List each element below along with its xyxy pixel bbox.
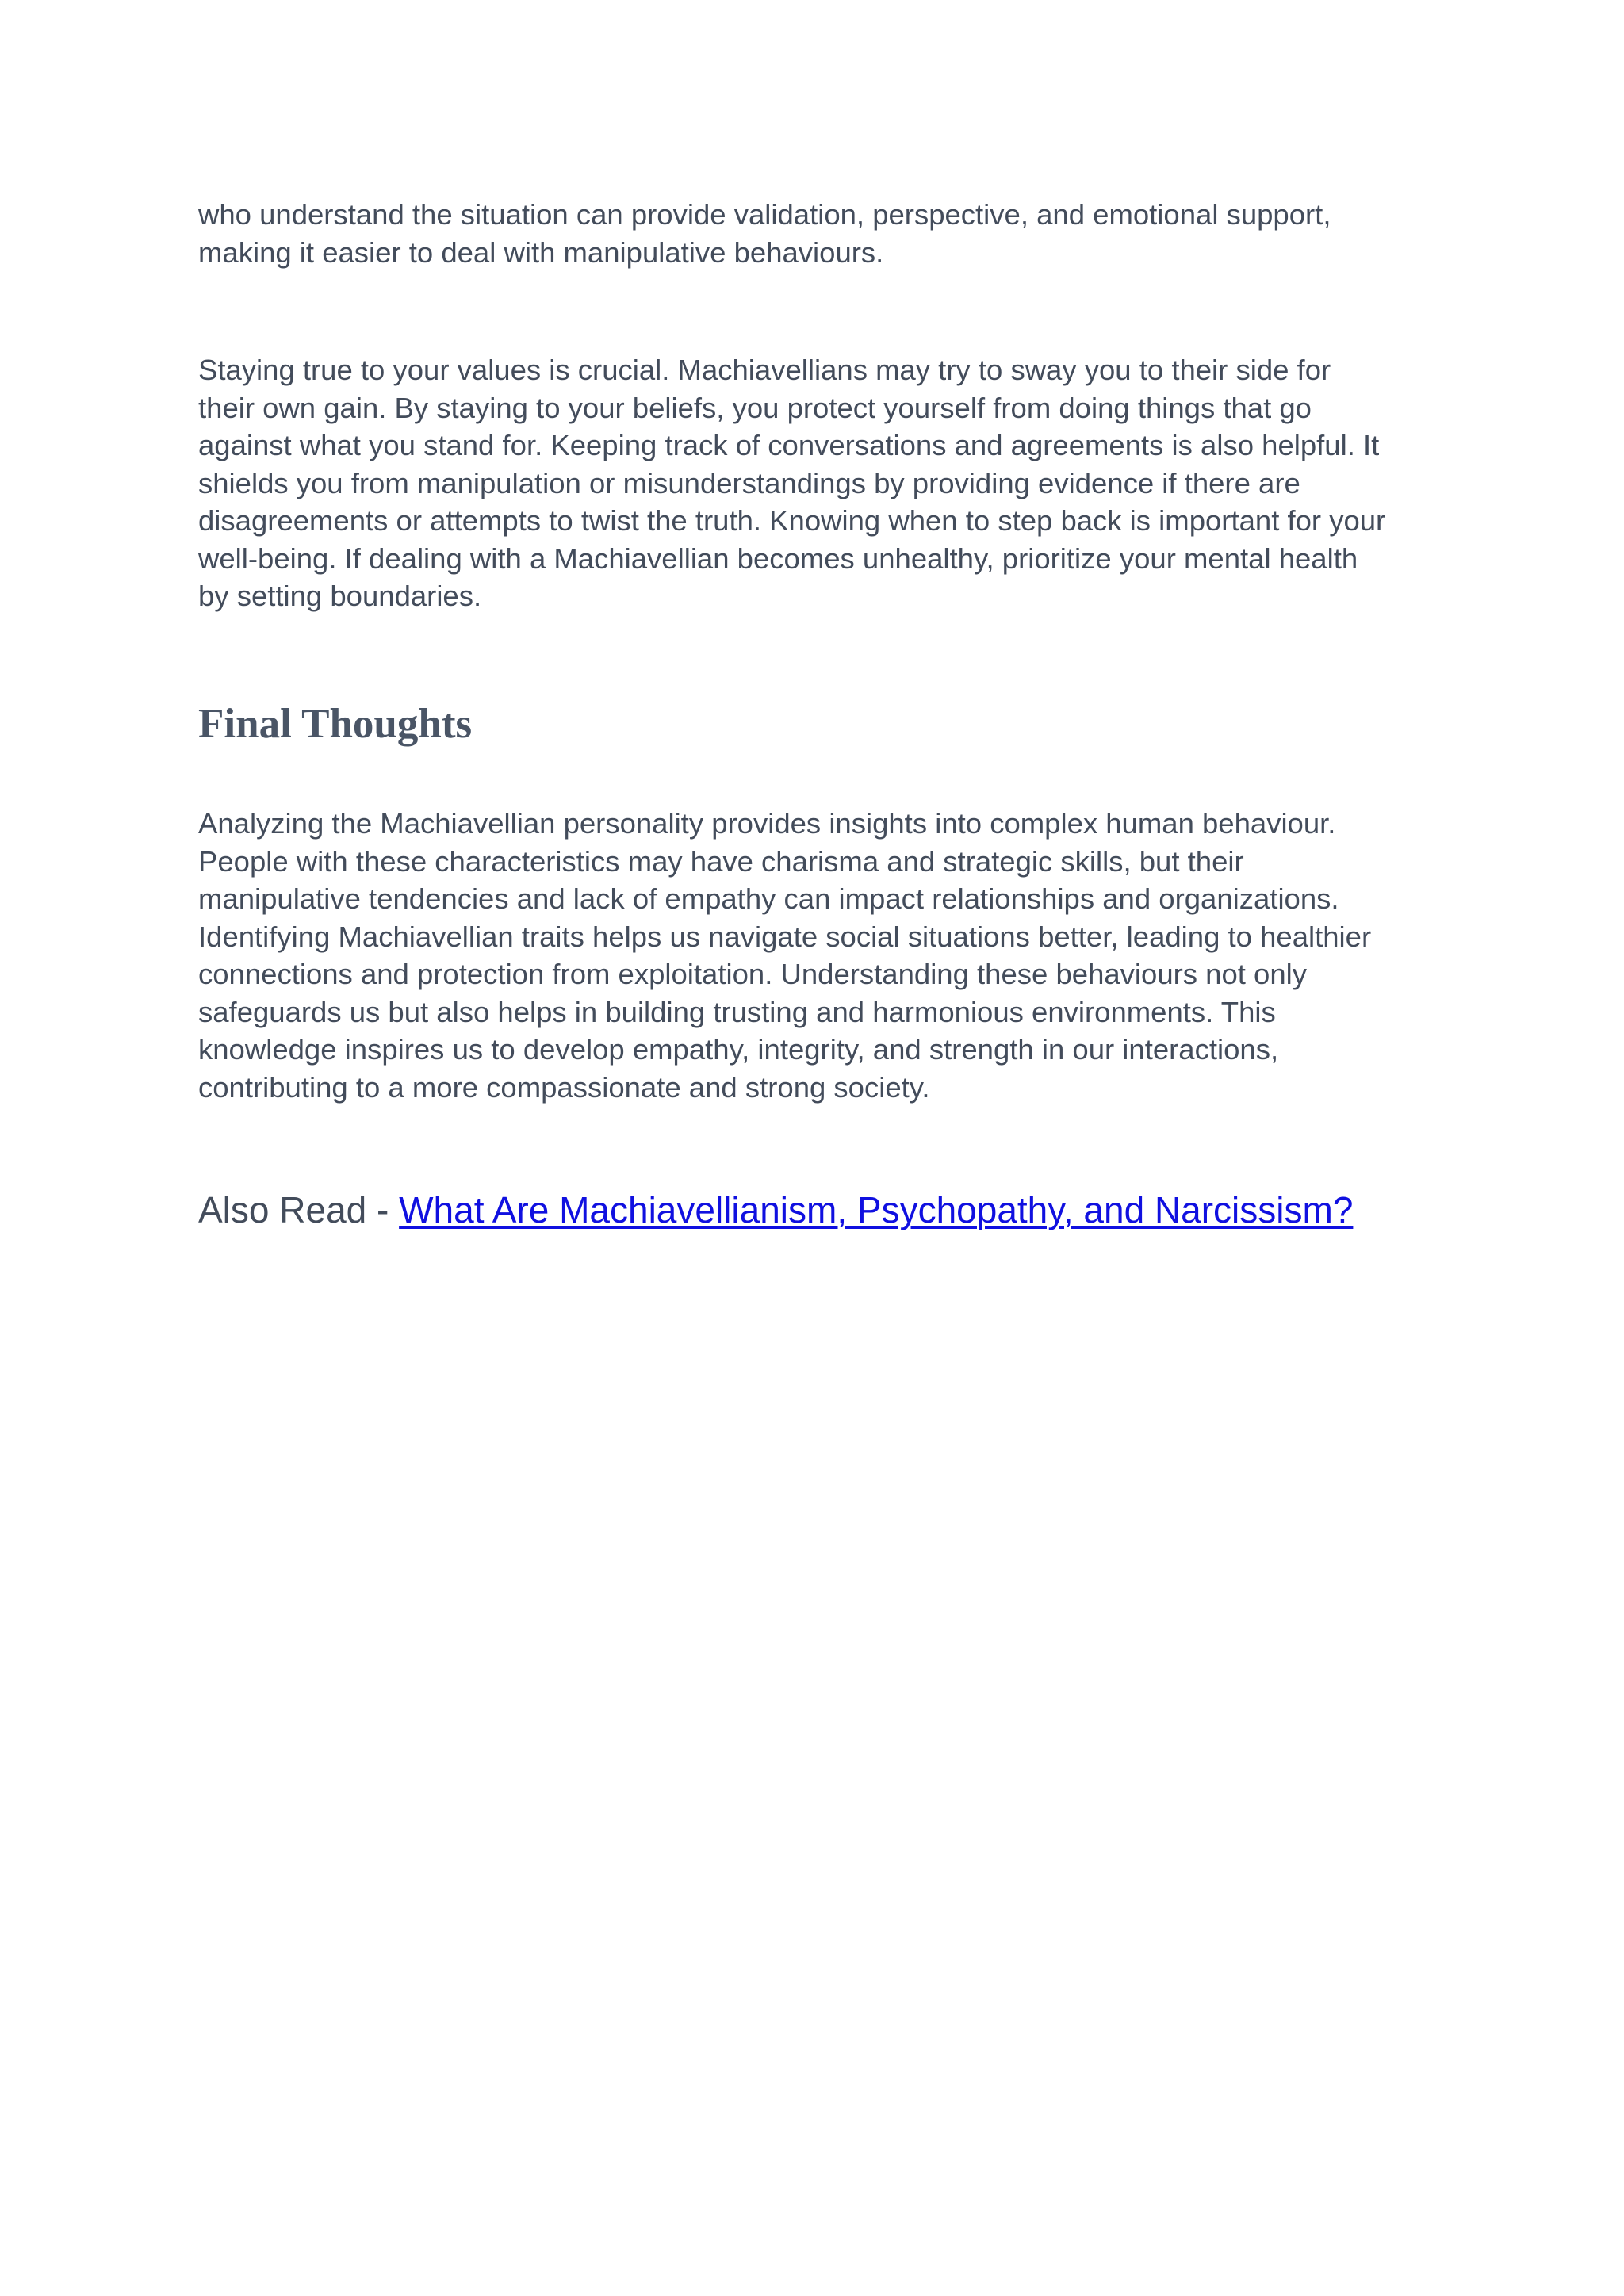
paragraph-line: Identifying Machiavellian traits helps us navigate social situations better, leading to healthier xyxy=(198,920,1372,953)
paragraph-line: safeguards us but also helps in building trusting and harmonious environments. This xyxy=(198,995,1276,1028)
paragraph-line: contributing to a more compassionate and strong society. xyxy=(198,1070,930,1104)
also-read-prefix: Also Read - xyxy=(198,1189,400,1230)
also-read-link[interactable]: What Are Machiavellianism, Psychopathy, and Narcissism? xyxy=(399,1189,1354,1230)
paragraph-line: People with these characteristics may have charisma and strategic skills, but their xyxy=(198,844,1244,878)
paragraph-line: connections and protection from exploitation. Understanding these behaviours not only xyxy=(198,958,1308,990)
paragraph-line: against what you stand for. Keeping track of conversations and agreements is also helpful. It xyxy=(198,429,1380,461)
paragraph-line: knowledge inspires us to develop empathy, integrity, and strength in our interactions, xyxy=(198,1033,1279,1066)
also-read xyxy=(198,1186,1353,1234)
paragraph-line: Staying true to your values is crucial. Machiavellians may try to sway you to their side for xyxy=(198,354,1331,386)
paragraph-values xyxy=(198,351,1443,615)
paragraph-line: Analyzing the Machiavellian personality provides insights into complex human behaviour. xyxy=(198,807,1336,840)
paragraph-line: who understand the situation can provide validation, perspective, and emotional support, xyxy=(198,198,1331,231)
paragraph-line: disagreements or attempts to twist the truth. Knowing when to step back is important for your xyxy=(198,504,1386,537)
paragraph-line: manipulative tendencies and lack of empathy can impact relationships and organizations. xyxy=(198,882,1339,915)
section-heading: Final Thoughts xyxy=(198,701,473,747)
paragraph-support xyxy=(198,196,1443,271)
paragraph-line: well-being. If dealing with a Machiavellian becomes unhealthy, prioritize your mental health xyxy=(198,541,1358,575)
paragraph-line: shields you from manipulation or misunderstandings by providing evidence if there are xyxy=(198,466,1300,499)
paragraph-line: by setting boundaries. xyxy=(198,580,482,612)
paragraph-final-thoughts xyxy=(198,805,1443,1106)
paragraph-line: their own gain. By staying to your beliefs, you protect yourself from doing things that go xyxy=(198,391,1312,424)
paragraph-line: making it easier to deal with manipulative behaviours. xyxy=(198,235,884,269)
